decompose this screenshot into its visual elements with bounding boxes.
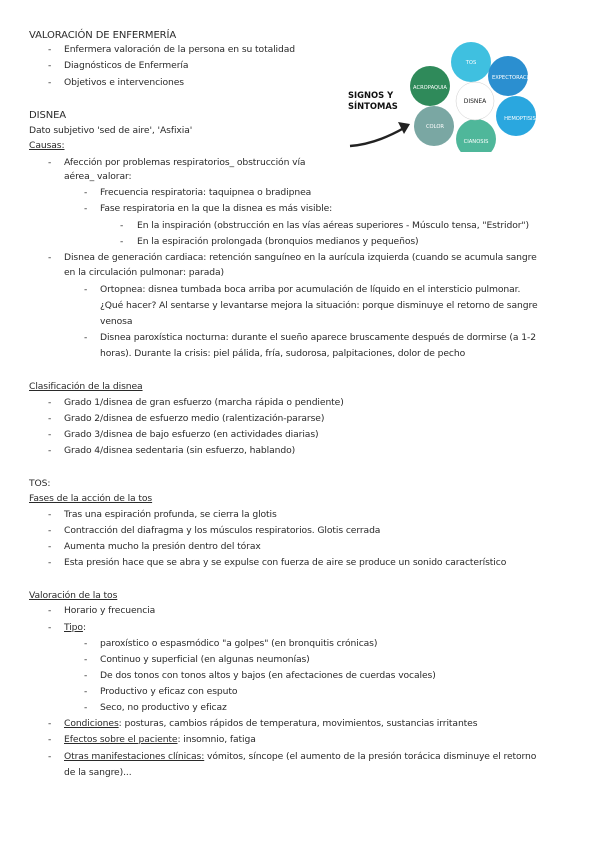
espiracion-item: En la espiración prolongada (bronquios medianos y pequeños): [137, 236, 419, 247]
efectos-label: Efectos sobre el paciente: [64, 734, 178, 745]
bullet-dash: -: [84, 670, 88, 681]
paroxistica-item-cont: horas). Durante la crisis: piel pálida, fría, sudorosa, palpitaciones, dolor de pecho: [100, 348, 466, 359]
bullet-dash: -: [48, 413, 52, 424]
bullet-dash: -: [48, 60, 52, 71]
grado-item: Grado 4/disnea sedentaria (sin esfuerzo, hablando): [64, 445, 296, 456]
grado-item: Grado 2/disnea de esfuerzo medio (ralentización-pararse): [64, 413, 325, 424]
valoracion-tos-heading: Valoración de la tos: [29, 590, 118, 601]
bullet-dash: -: [48, 622, 52, 633]
disnea-dato: Dato subjetivo 'sed de aire', 'Asfixia': [29, 125, 193, 136]
signos-label: SIGNOS Y: [348, 90, 394, 100]
condiciones-text: : posturas, cambios rápidos de temperatura, movimientos, sustancias irritantes: [118, 718, 478, 729]
bullet-dash: -: [48, 605, 52, 616]
bullet-dash: -: [48, 429, 52, 440]
petal-label: EXPECTORACIÓN: [491, 75, 537, 81]
ortopnea-item-cont: venosa: [100, 316, 133, 327]
bullet-dash: -: [48, 525, 52, 536]
tipo-tos-item: De dos tonos con tonos altos y bajos (en afectaciones de cuerdas vocales): [100, 670, 436, 681]
efectos-text: : insomnio, fatiga: [177, 734, 256, 745]
frecuencia-item: Frecuencia respiratoria: taquipnea o bradipnea: [100, 187, 312, 198]
fase-tos-item: Esta presión hace que se abra y se expulse con fuerza de aire se produce un sonido característico: [64, 557, 507, 568]
bullet-dash: -: [48, 718, 52, 729]
tipo-tos-item: Productivo y eficaz con esputo: [100, 686, 238, 697]
horario-item: Horario y frecuencia: [64, 605, 156, 616]
grado-item: Grado 1/disnea de gran esfuerzo (marcha rápida o pendiente): [64, 397, 344, 408]
grado-item: Grado 3/disnea de bajo esfuerzo (en actividades diarias): [64, 429, 319, 440]
petal-label: ACROPAQUIA: [413, 85, 447, 91]
causa-respiratoria-cont: aérea_ valorar:: [64, 171, 132, 182]
fase-tos-item: Aumenta mucho la presión dentro del tórax: [64, 541, 261, 552]
condiciones-item: [64, 718, 477, 730]
bullet-dash: -: [48, 157, 52, 168]
ortopnea-item: Ortopnea: disnea tumbada boca arriba por acumulación de líquido en el intersticio pulmonar.: [100, 284, 521, 295]
tipo-label: Tipo: [64, 622, 83, 633]
petal-label: COLOR: [425, 124, 445, 130]
intro-item: Enfermera valoración de la persona en su totalidad: [64, 44, 296, 55]
bullet-dash: -: [84, 284, 88, 295]
fase-tos-item: Contracción del diafragma y los músculos respiratorios. Glotis cerrada: [64, 525, 381, 536]
causa-cardiaca: Disnea de generación cardiaca: retención sanguíneo en la aurícula izquierda (cuando se acumula sangre: [64, 252, 537, 263]
bullet-dash: -: [84, 187, 88, 198]
bullet-dash: -: [84, 332, 88, 343]
causa-respiratoria: Afección por problemas respiratorios_ obstrucción vía: [64, 157, 306, 168]
bullet-dash: -: [84, 203, 88, 214]
fase-item: Fase respiratoria en la que la disnea es más visible:: [100, 203, 333, 214]
tos-heading: TOS:: [29, 478, 51, 489]
otras-text: vómitos, síncope (el aumento de la presión torácica disminuye el retorno: [204, 751, 537, 762]
tipo-tos-item: Seco, no productivo y eficaz: [100, 702, 227, 713]
petal-label: CIANOSIS: [463, 139, 489, 145]
bullet-dash: -: [48, 541, 52, 552]
tipo-tos-item: Continuo y superficial (en algunas neumonías): [100, 654, 310, 665]
inspiracion-item: En la inspiración (obstrucción en las vías aéreas superiores - Músculo tensa, "Estridor"): [137, 220, 530, 231]
fase-tos-item: Tras una espiración profunda, se cierra la glotis: [64, 509, 277, 520]
petal-label: HEMOPTISIS: [504, 116, 536, 122]
diagram-center-label: DISNEA: [463, 98, 487, 105]
paroxistica-item: Disnea paroxística nocturna: durante el sueño aparece bruscamente después de dormirse (a 1-2: [100, 332, 536, 343]
page-title: VALORACIÓN DE ENFERMERÍA: [29, 30, 177, 41]
bullet-dash: -: [48, 557, 52, 568]
bullet-dash: -: [48, 734, 52, 745]
ortopnea-item-cont: ¿Qué hacer? Al sentarse y levantarse mejora la situación: porque disminuye el retorno de sangre: [100, 300, 538, 311]
bullet-dash: -: [84, 638, 88, 649]
causa-cardiaca-cont: en la circulación pulmonar: parada): [64, 267, 224, 278]
petal-circle: [456, 119, 496, 152]
clasificacion-heading: Clasificación de la disnea: [29, 381, 143, 392]
symptoms-diagram: [408, 38, 548, 152]
tipo-colon: :: [82, 622, 86, 633]
petal-label: TOS: [465, 60, 477, 66]
sintomas-label: SÍNTOMAS: [348, 101, 398, 111]
bullet-dash: -: [120, 236, 124, 247]
bullet-dash: -: [48, 252, 52, 263]
bullet-dash: -: [84, 654, 88, 665]
intro-item: Objetivos e intervenciones: [64, 77, 184, 88]
bullet-dash: -: [48, 751, 52, 762]
bullet-dash: -: [84, 702, 88, 713]
arrow-icon: [346, 112, 416, 152]
bullet-dash: -: [48, 77, 52, 88]
disnea-heading: DISNEA: [29, 110, 67, 121]
tipo-tos-item: paroxístico o espasmódico "a golpes" (en bronquitis crónicas): [100, 638, 378, 649]
efectos-item: [64, 734, 256, 746]
otras-label: Otras manifestaciones clínicas:: [64, 751, 205, 762]
otras-item: [64, 751, 536, 763]
condiciones-label: Condiciones: [64, 718, 119, 729]
otras-item-cont: de la sangre)...: [64, 767, 132, 778]
tipo-item: [64, 622, 86, 634]
causas-label: Causas:: [29, 140, 65, 151]
bullet-dash: -: [84, 686, 88, 697]
intro-item: Diagnósticos de Enfermería: [64, 60, 189, 71]
fases-heading: Fases de la acción de la tos: [29, 493, 153, 504]
bullet-dash: -: [48, 397, 52, 408]
bullet-dash: -: [48, 44, 52, 55]
bullet-dash: -: [48, 445, 52, 456]
bullet-dash: -: [48, 509, 52, 520]
bullet-dash: -: [120, 220, 124, 231]
